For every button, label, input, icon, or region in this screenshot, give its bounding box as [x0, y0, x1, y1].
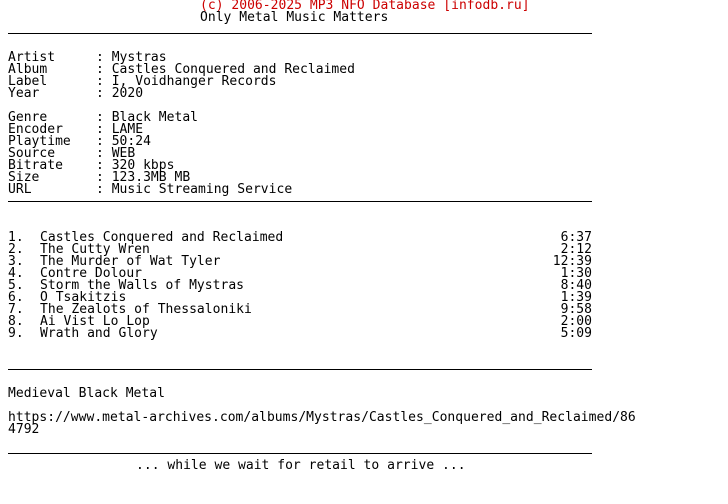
- field-value: Black Metal: [111, 110, 199, 125]
- track-number: 9.: [8, 326, 24, 341]
- field-value: 50:24: [111, 134, 151, 149]
- track-number: 7.: [8, 302, 24, 317]
- copyright-line[interactable]: (c) 2006-2025 MP3 NFO Database [infodb.ru]: [200, 0, 530, 13]
- field-value: Castles Conquered and Reclaimed: [111, 62, 355, 77]
- track-title: Castles Conquered and Reclaimed: [40, 230, 284, 245]
- track-title: The Murder of Wat Tyler: [40, 254, 221, 269]
- track-number: 1.: [8, 230, 24, 245]
- track-title: Contre Dolour: [40, 266, 143, 281]
- field-value: WEB: [111, 146, 136, 161]
- field-sep: :: [96, 134, 112, 149]
- field-key: Encoder: [8, 122, 63, 137]
- field-key: Album: [8, 62, 48, 77]
- divider-middle: [8, 196, 720, 208]
- release-info: [8, 52, 720, 100]
- metal-archives-link[interactable]: [8, 412, 720, 424]
- track-duration: 5:09: [560, 326, 592, 341]
- field-key: Bitrate: [8, 158, 63, 173]
- track-number: 5.: [8, 278, 24, 293]
- field-value: 2020: [111, 86, 144, 101]
- track-number: 3.: [8, 254, 24, 269]
- field-year: [8, 88, 720, 100]
- field-key: Artist: [8, 50, 56, 65]
- track-duration: 9:58: [560, 302, 592, 317]
- field-key: Source: [8, 146, 56, 161]
- field-key: Year: [8, 86, 40, 101]
- footer-text: ... while we wait for retail to arrive ...: [136, 458, 466, 473]
- track-title: Storm the Walls of Mystras: [40, 278, 245, 293]
- field-value: LAME: [111, 122, 144, 137]
- field-sep: :: [96, 86, 112, 101]
- field-key: Label: [8, 74, 48, 89]
- field-sep: :: [96, 62, 112, 77]
- track-title: Wrath and Glory: [40, 326, 158, 341]
- field-value: Music Streaming Service: [111, 182, 293, 197]
- field-key: URL: [8, 182, 32, 197]
- tagline: Only Metal Music Matters: [200, 10, 389, 25]
- field-sep: :: [96, 50, 112, 65]
- track-number: 4.: [8, 266, 24, 281]
- field-sep: :: [96, 74, 112, 89]
- field-sep: :: [96, 182, 112, 197]
- divider-top: [8, 28, 720, 40]
- field-value: Mystras: [111, 50, 167, 65]
- track-duration: 8:40: [560, 278, 592, 293]
- style-note: Medieval Black Metal: [8, 386, 165, 401]
- track-title: Ai Vist Lo Lop: [40, 314, 150, 329]
- field-sep: :: [96, 170, 112, 185]
- field-value: 123.3MB MB: [111, 170, 191, 185]
- track-row: [8, 328, 592, 340]
- track-duration: 2:12: [560, 242, 592, 257]
- metal-archives-link-text[interactable]: https://www.metal-archives.com/albums/Mystras/Castles_Conquered_and_Reclaimed/86: [8, 410, 636, 425]
- track-number: 2.: [8, 242, 24, 257]
- field-value: 320 kbps: [111, 158, 175, 173]
- field-key: Genre: [8, 110, 48, 125]
- track-number: 6.: [8, 290, 24, 305]
- track-duration: 1:30: [560, 266, 592, 281]
- metal-archives-link-continued[interactable]: 4792: [8, 422, 40, 437]
- field-sep: :: [96, 122, 112, 137]
- track-duration: 1:39: [560, 290, 592, 305]
- field-sep: :: [96, 110, 112, 125]
- track-duration: 2:00: [560, 314, 592, 329]
- field-url: [8, 184, 720, 196]
- track-duration: 12:39: [552, 254, 592, 269]
- divider-bottom: [8, 448, 720, 460]
- track-title: The Zealots of Thessaloniki: [40, 302, 252, 317]
- field-value: I, Voidhanger Records: [111, 74, 277, 89]
- field-key: Playtime: [8, 134, 71, 149]
- track-number: 8.: [8, 314, 24, 329]
- track-title: O Tsakitzis: [40, 290, 127, 305]
- tracklist: [8, 232, 720, 340]
- field-sep: :: [96, 146, 112, 161]
- track-title: The Cutty Wren: [40, 242, 150, 257]
- nfo-document: [8, 0, 720, 472]
- tech-info: [8, 112, 720, 196]
- divider-notes: [8, 364, 720, 376]
- track-duration: 6:37: [560, 230, 592, 245]
- field-sep: :: [96, 158, 112, 173]
- field-key: Size: [8, 170, 40, 185]
